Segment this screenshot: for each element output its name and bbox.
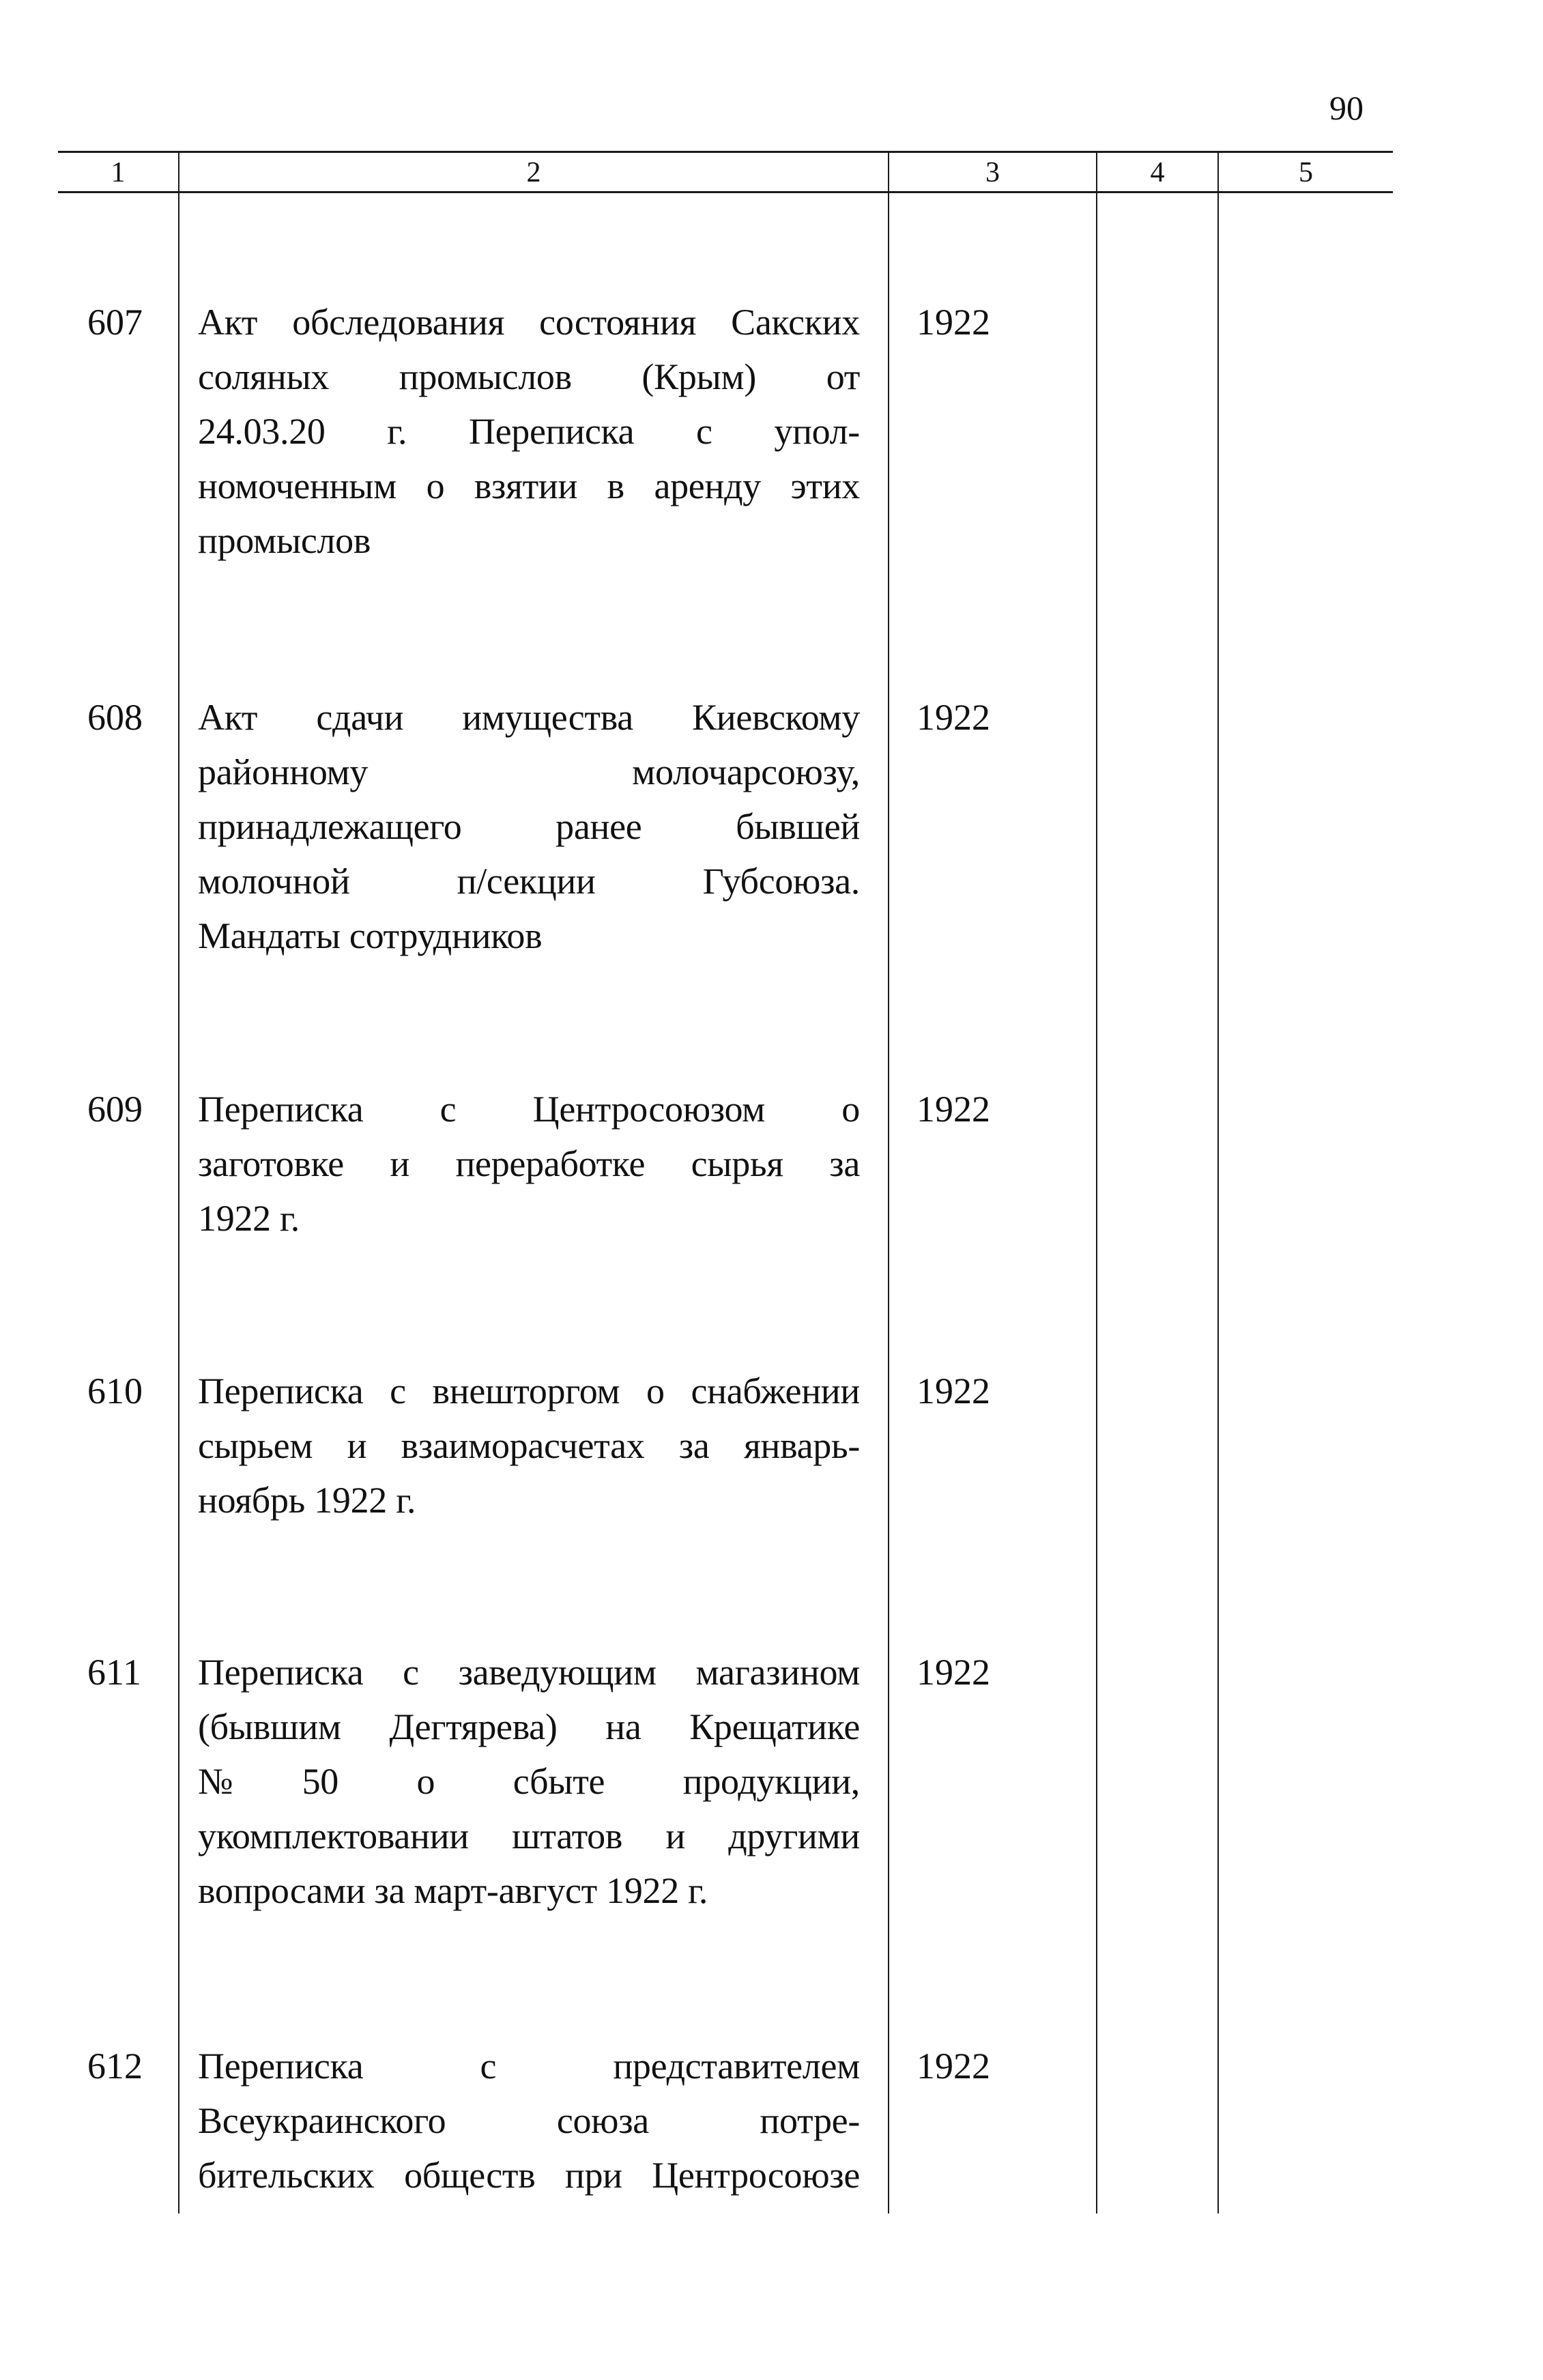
- title-line: Переписка с Центросоюзом о: [198, 1089, 860, 1130]
- row-number: 612: [87, 2046, 143, 2087]
- title-line: ноябрь 1922 г.: [198, 1480, 416, 1521]
- header-bottom-rule: [58, 191, 1393, 193]
- row-number: 610: [87, 1371, 143, 1411]
- column-header-3: 3: [985, 157, 1000, 188]
- column-header-2: 2: [526, 157, 541, 188]
- column-divider-1-2: [178, 151, 179, 2213]
- title-line: сырьем и взаиморасчетах за январь-: [198, 1425, 860, 1466]
- row-year: 1922: [917, 2046, 990, 2087]
- row-title: [198, 2039, 860, 2203]
- title-line: бительских обществ при Центросоюзе: [198, 2155, 860, 2196]
- row-title: [198, 1364, 860, 1528]
- title-line: 24.03.20 г. Переписка с упол-: [198, 411, 860, 452]
- row-title: [198, 1645, 860, 1918]
- title-line: принадлежащего ранее бывшей: [198, 806, 860, 847]
- title-line: №50 о сбыте продукции,: [198, 1761, 860, 1802]
- column-header-4: 4: [1150, 157, 1165, 188]
- title-line: вопросами за март-август 1922 г.: [198, 1870, 708, 1911]
- column-header-5: 5: [1299, 157, 1313, 188]
- title-line: номоченным о взятии в аренду этих: [198, 465, 860, 506]
- title-line: Акт обследования состояния Сакских: [198, 302, 860, 343]
- title-line: Переписка с заведующим магазином: [198, 1652, 860, 1693]
- title-line: Акт сдачи имущества Киевскому: [198, 697, 860, 738]
- title-line: заготовке и переработке сырья за: [198, 1143, 860, 1184]
- row-year: 1922: [917, 1652, 990, 1693]
- title-line: соляных промыслов (Крым) от: [198, 356, 860, 397]
- header-top-rule: [58, 151, 1393, 153]
- row-title: [198, 295, 860, 568]
- row-title: [198, 1082, 860, 1246]
- page-number: 90: [1329, 89, 1364, 127]
- title-line: укомплектовании штатов и другими: [198, 1816, 860, 1856]
- title-line: Всеукраинского союза потре-: [198, 2100, 860, 2141]
- title-line: Переписка с внешторгом о снабжении: [198, 1371, 860, 1411]
- column-divider-4-5: [1217, 151, 1219, 2213]
- title-line: промыслов: [198, 520, 371, 561]
- row-number: 608: [87, 697, 143, 738]
- column-header-1: 1: [111, 157, 126, 188]
- row-number: 609: [87, 1089, 143, 1130]
- title-line: (бывшим Дегтярева) на Крещатике: [198, 1706, 860, 1747]
- column-divider-2-3: [888, 151, 889, 2213]
- row-year: 1922: [917, 1089, 990, 1130]
- row-year: 1922: [917, 1371, 990, 1411]
- title-line: Переписка с представителем: [198, 2046, 860, 2087]
- row-number: 611: [87, 1652, 141, 1693]
- title-line: 1922 г.: [198, 1198, 300, 1239]
- title-line: молочной п/секции Губсоюза.: [198, 861, 860, 902]
- title-line: Мандаты сотрудников: [198, 915, 543, 956]
- row-title: [198, 690, 860, 963]
- row-year: 1922: [917, 302, 990, 343]
- row-number: 607: [87, 302, 143, 343]
- title-line: районному молочарсоюзу,: [198, 751, 860, 792]
- column-divider-3-4: [1096, 151, 1097, 2213]
- row-year: 1922: [917, 697, 990, 738]
